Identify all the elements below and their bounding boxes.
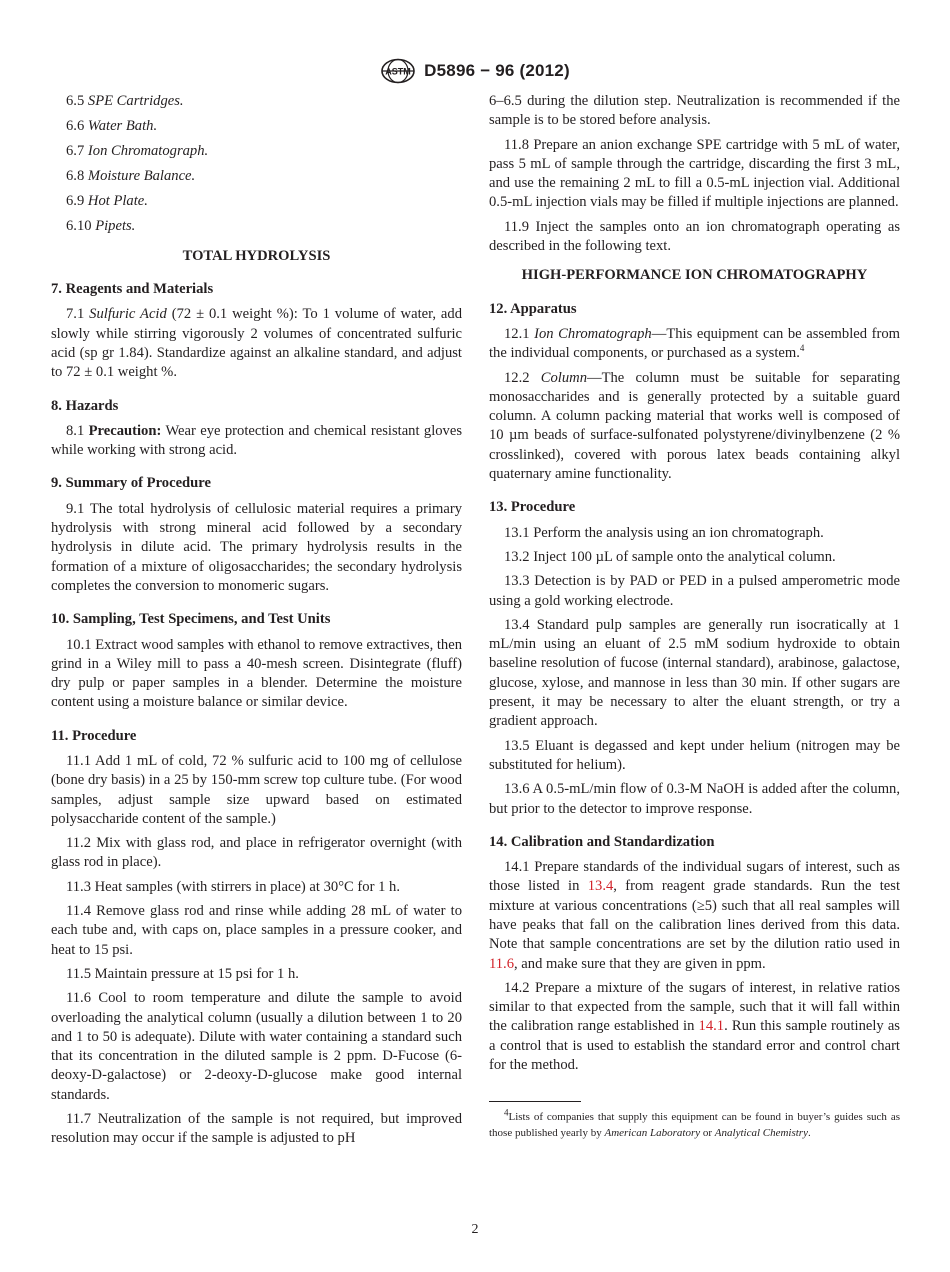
document-id: D5896 − 96 (2012): [424, 61, 570, 80]
paragraph-9-1: 9.1 The total hydrolysis of cellulosic material requires a primary hydrolysis with strong mineral acid followed by a secondary hydrolysis in dilute acid. The primary hydrolysis results in the formation of a mixture of oligosaccharides; the secondary hydrolysis completes the conversion to monomeric sugars.: [51, 500, 462, 594]
paragraph-14-2: 14.2 Prepare a mixture of the sugars of interest, in relative ratios similar to that expected from the sample, such that it will fall within the calibration range established in 14.1. Run this sample routinely as a control that is used to establish the standard error and control chart for the method.: [489, 979, 900, 1074]
paragraph-13-4: 13.4 Standard pulp samples are generally run isocratically at 1 mL/min using an eluant of 2.5 mM sodium hydroxide to obtain baseline resolution of fucose (internal standard), arabinose, galactose, glucose, xylose, and mannose in less than 30 min. If other sugars are present, it may be necessary to alter the eluant strength, or try a gradient approach.: [489, 616, 900, 730]
left-column: [51, 92, 462, 1154]
paragraph-11-7-continued: 6–6.5 during the dilution step. Neutralization is recommended if the sample is to be stored before analysis.: [489, 93, 900, 129]
paragraph-13-3: 13.3 Detection is by PAD or PED in a pulsed amperometric mode using a gold working electrode.: [489, 573, 900, 609]
paragraph-11-4: 11.4 Remove glass rod and rinse while adding 28 mL of water to each tube and, with caps on, place samples in a pressure cooker, and heat to 15 psi.: [51, 903, 462, 958]
section-heading-7: 7. Reagents and Materials: [51, 281, 214, 298]
section-heading-8: 8. Hazards: [51, 397, 119, 414]
section-heading-9: 9. Summary of Procedure: [51, 475, 211, 492]
paragraph-11-9: 11.9 Inject the samples onto an ion chromatograph operating as described in the following text.: [489, 218, 900, 255]
section-heading-12: 12. Apparatus: [489, 300, 577, 317]
paragraph-11-5: 11.5 Maintain pressure at 15 psi for 1 h.: [66, 965, 299, 982]
list-item: 6.5 SPE Cartridges.: [66, 93, 184, 109]
paragraph-13-2: 13.2 Inject 100 µL of sample onto the analytical column.: [504, 548, 836, 565]
paragraph-12-1: 12.1 Ion Chromatograph—This equipment can be assembled from the individual components, or purchased as a system.$^4$: [489, 325, 900, 362]
section-heading-10: 10. Sampling, Test Specimens, and Test Units: [51, 611, 331, 628]
paragraph-11-3: 11.3 Heat samples (with stirrers in place) at 30°C for 1 h.: [66, 878, 400, 895]
page-header: [0, 58, 950, 89]
link-13-4[interactable]: 13.4: [587, 878, 614, 895]
page-number: 2: [471, 1222, 479, 1237]
footnote-ref: 4: [799, 343, 805, 354]
section-heading-13: 13. Procedure: [489, 499, 576, 516]
paragraph-10-1: 10.1 Extract wood samples with ethanol to remove extractives, then grind in a Wiley mill to pass a 40-mesh screen. Disintegrate (fluff) dry pulp or paper samples in a blender. Determine the moisture content using a moisture balance or similar device.: [51, 636, 462, 711]
list-item: 6.10 Pipets.: [66, 218, 136, 235]
list-item: 6.6 Water Bath.: [66, 118, 158, 135]
paragraph-11-7: 11.7 Neutralization of the sample is not required, but improved resolution may occur if the sample is adjusted to pH: [51, 1111, 462, 1147]
list-item: 6.8 Moisture Balance.: [66, 168, 196, 185]
part-heading-total-hydrolysis: TOTAL HYDROLYSIS: [182, 247, 331, 264]
paragraph-13-1: 13.1 Perform the analysis using an ion chromatograph.: [504, 524, 824, 541]
section-heading-14: 14. Calibration and Standardization: [489, 833, 715, 850]
paragraph-11-2: 11.2 Mix with glass rod, and place in refrigerator overnight (with glass rod in place).: [51, 835, 462, 871]
paragraph-11-8: 11.8 Prepare an anion exchange SPE cartridge with 5 mL of water, pass 5 mL of sample through the cartridge, discarding the first 3 mL, and use the remaining 2 mL to fill a 0.5-mL injection vial. Additional 0.5-mL injection vials may be filled if multiple injections are planned.: [489, 136, 900, 211]
right-column: [489, 92, 900, 1141]
paragraph-13-6: 13.6 A 0.5-mL/min flow of 0.3-M NaOH is added after the column, but prior to the detector to improve response.: [489, 781, 900, 817]
astm-logo-icon: [380, 58, 416, 84]
apparatus-list: [51, 92, 462, 237]
part-heading-hpic: HIGH-PERFORMANCE ION CHROMATOGRAPHY: [521, 267, 868, 284]
list-item: 6.9 Hot Plate.: [66, 193, 148, 210]
header-inner: [380, 58, 570, 84]
footnote-4: $^4$Lists of companies that supply this equipment can be found in buyer’s guides such as those published yearly by American Laboratory or Analytical Chemistry.: [489, 1107, 900, 1139]
paragraph-11-6: 11.6 Cool to room temperature and dilute the sample to avoid overloading the analytical column (usually a dilution between 1 to 20 and 1 to 50 is adequate). Dilute with water containing a standard such that its concentration in the diluted sample is 2 ppm. D-Fucose (6-deoxy-D-galactose) or 2-deoxy-D-glucose make good internal standards.: [51, 990, 462, 1103]
paragraph-8-1: 8.1 Precaution: Wear eye protection and chemical resistant gloves while working with strong acid.: [51, 422, 462, 459]
list-item: 6.7 Ion Chromatograph.: [66, 143, 209, 160]
section-heading-11: 11. Procedure: [51, 727, 137, 744]
link-11-6[interactable]: 11.6: [489, 955, 514, 972]
link-14-1[interactable]: 14.1: [698, 1018, 725, 1035]
paragraph-13-5: 13.5 Eluant is degassed and kept under helium (nitrogen may be substituted for helium).: [489, 737, 900, 773]
paragraph-7-1: 7.1 Sulfuric Acid (72 ± 0.1 weight %): To 1 volume of water, add slowly while stirring vigorously 2 volumes of concentrated sulfuric acid (sp gr 1.84). Standardize against an alkaline standard, and adjust to 72 ± 0.1 weight %.: [51, 306, 463, 381]
footnote-divider: [489, 1101, 581, 1102]
paragraph-14-1: 14.1 Prepare standards of the individual sugars of interest, such as those listed in 13.4, from reagent grade standards. Run the test mixture at various concentrations (≥5) such that all real samples will have peaks that fall on the calibration lines derived from this data. Note that sample concentrations are set by the dilution ratio used in 11.6, and make sure that they are given in ppm.: [489, 859, 900, 972]
paragraph-12-2: 12.2 Column—The column must be suitable for separating monosaccharides and is generally protected by a suitable guard column. A column packing material that works well is composed of 10 µm beads of surface-sulfonated polystyrene/divinylbenzene (2 % crosslinked), covered with porous latex beads containing alkyl quaternary amine functionality.: [489, 369, 900, 483]
logo-text: ASTM: [385, 66, 411, 77]
paragraph-11-1: 11.1 Add 1 mL of cold, 72 % sulfuric acid to 100 mg of cellulose (bone dry basis) in a 25 by 150-mm screw top culture tube. (For wood samples, adjust sample size upward based on estimated polysaccharide content of the sample.): [51, 753, 462, 827]
